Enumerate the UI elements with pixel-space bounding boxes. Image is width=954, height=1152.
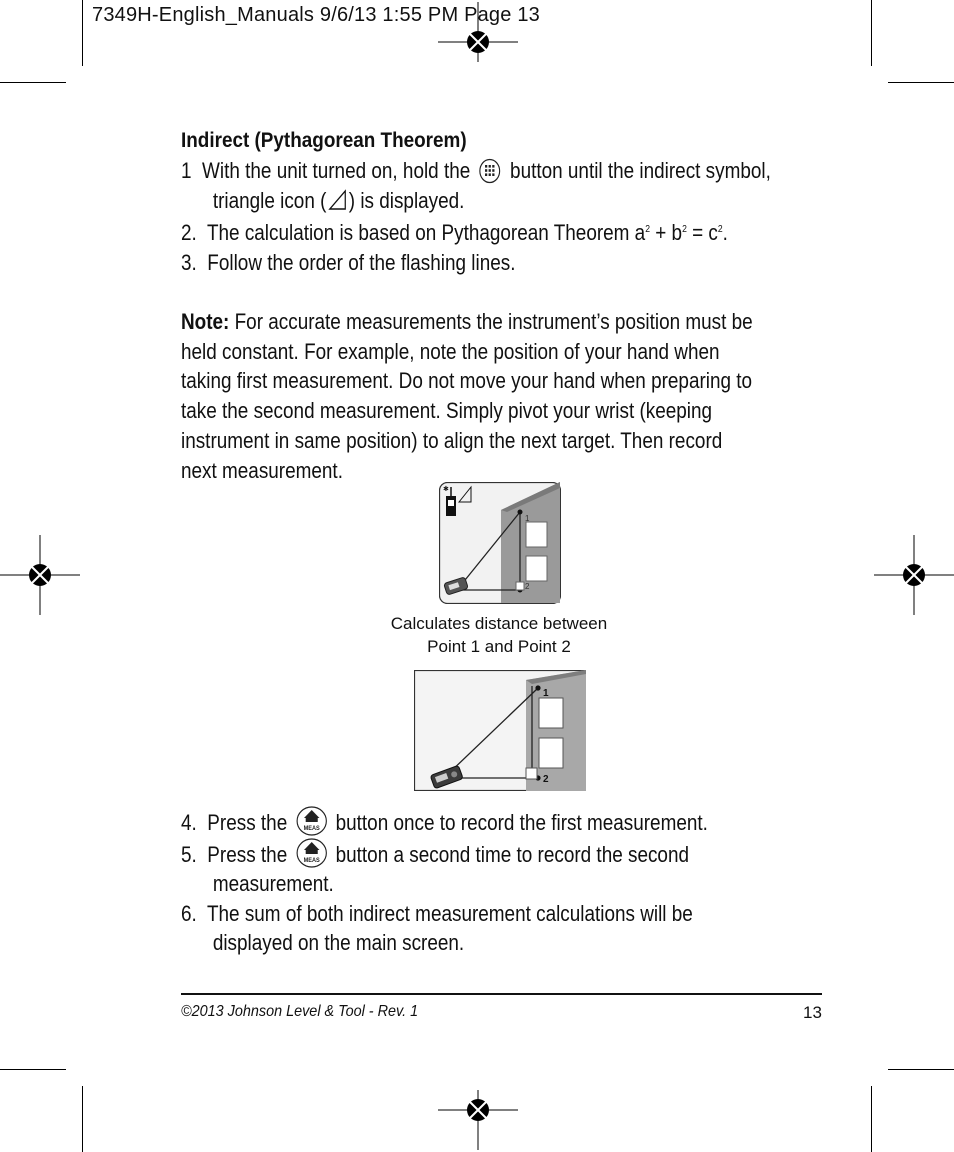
point-2-label: 2	[525, 582, 530, 591]
section-title: Indirect (Pythagorean Theorem)	[181, 129, 467, 152]
triangle-icon	[328, 189, 347, 211]
step-3: 3. Follow the order of the flashing lines.	[181, 249, 516, 275]
step-6-continued: displayed on the main screen.	[212, 930, 465, 955]
footer-rule	[181, 993, 822, 995]
print-slug: 7349H-English_Manuals 9/6/13 1:55 PM Page 13	[92, 4, 540, 26]
svg-text:MEAS: MEAS	[303, 857, 320, 864]
indirect-display-illustration	[439, 482, 561, 604]
step-4: 4. Press the MEAS button once to record the first measurement.	[181, 806, 740, 838]
instructions-section	[181, 126, 831, 485]
point-1-label: 1	[543, 688, 549, 699]
note-line: taking first measurement. Do not move your hand when preparing to	[181, 368, 753, 394]
footer-copyright: ©2013 Johnson Level & Tool - Rev. 1	[181, 1003, 419, 1020]
meas-button-icon	[296, 806, 327, 836]
note-label: Note:	[181, 309, 230, 334]
grid-button-icon	[479, 158, 501, 184]
page-number: 13	[803, 1003, 822, 1022]
crop-mark	[871, 1086, 872, 1152]
note-line: Note: For accurate measurements the instrument’s position must be	[181, 309, 753, 334]
crop-mark	[888, 82, 954, 83]
step-6: 6. The sum of both indirect measurement calculations will be	[181, 900, 693, 926]
step-5-continued: measurement.	[212, 871, 334, 896]
crop-mark	[0, 1069, 66, 1070]
measurement-steps	[181, 806, 831, 958]
registration-mark-top	[438, 2, 518, 82]
pythagorean-scene-illustration	[414, 670, 586, 791]
meas-button-icon	[296, 838, 327, 868]
registration-mark-bottom	[438, 1070, 518, 1150]
registration-mark-right	[874, 535, 954, 615]
crop-mark	[888, 1069, 954, 1070]
point-1-label: 1	[525, 514, 530, 523]
crop-mark	[82, 1086, 83, 1152]
svg-text:MEAS: MEAS	[303, 825, 320, 833]
step-5: 5. Press the MEAS button a second time to record the second	[181, 838, 740, 870]
point-2-label: 2	[543, 774, 549, 785]
note-line: next measurement.	[181, 457, 343, 483]
note-line: instrument in same position) to align the next target. Then record	[181, 427, 723, 453]
registration-mark-left	[0, 535, 80, 615]
crop-mark	[0, 82, 66, 83]
step-1: 1 With the unit turned on, hold the button until the indirect symbol,	[181, 158, 771, 183]
note-line: held constant. For example, note the position of your hand when	[181, 338, 720, 364]
svg-text:✱: ✱	[443, 486, 449, 493]
crop-mark	[871, 0, 872, 66]
step-2: 2. The calculation is based on Pythagorean Theorem $a^2 + b^2 = c^2$.	[181, 220, 728, 245]
step-1-continued: triangle icon ( ) is displayed.	[212, 187, 465, 213]
note-line: take the second measurement. Simply pivot your wrist (keeping	[181, 398, 713, 424]
crop-mark	[82, 0, 83, 66]
figure-caption: Calculates distance between Point 1 and Point 2	[390, 614, 608, 656]
